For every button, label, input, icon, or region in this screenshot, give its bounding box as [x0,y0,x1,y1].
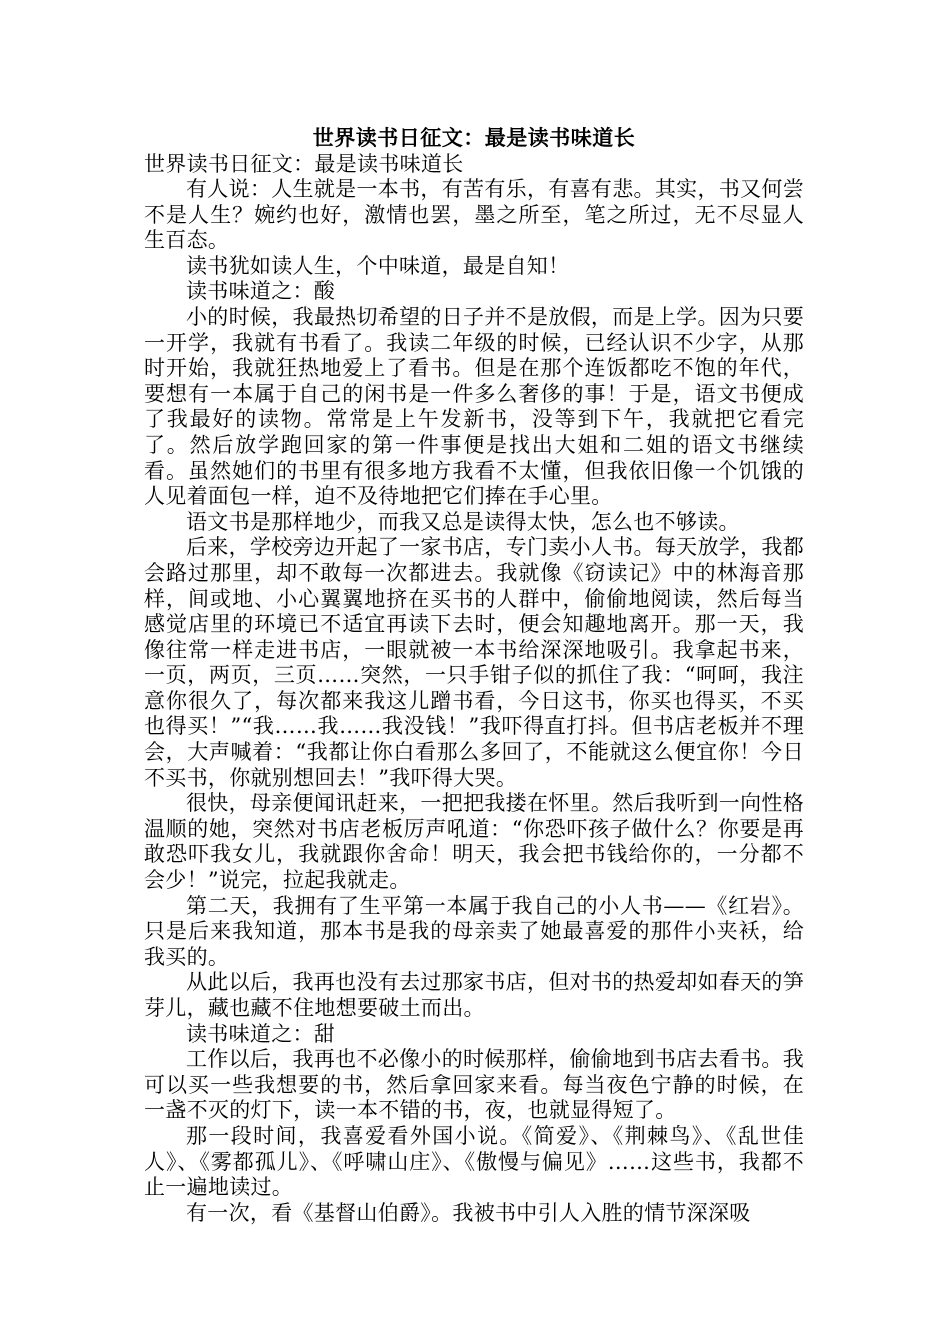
paragraph-intro: 有人说：人生就是一本书，有苦有乐，有喜有悲。其实，书又何尝不是人生？婉约也好，激情也罢，墨之所至，笔之所过，无不尽显人生百态。 [144,177,804,253]
document-page [144,125,804,1226]
section-heading-sweet: 读书味道之：甜 [186,1021,336,1046]
paragraph-monte-cristo: 有一次，看《基督山伯爵》。我被书中引人入胜的情节深深吸 [186,1200,751,1225]
paragraph-foreign-novels: 那一段时间，我喜爱看外国小说。《简爱》、《荆棘鸟》、《乱世佳人》、《雾都孤儿》、《呼啸山庄》、《傲慢与偏见》……这些书，我都不止一遍地读过。 [144,1123,804,1200]
paragraph-textbooks: 语文书是那样地少，而我又总是读得太快，怎么也不够读。 [186,509,740,534]
section-heading-sour: 读书味道之：酸 [186,279,336,304]
paragraph-reading-life: 读书犹如读人生，个中味道，最是自知！ [186,253,570,278]
paragraph-first-book: 第二天，我拥有了生平第一本属于我自己的小人书——《红岩》。只是后来我知道，那本书是我的母亲卖了她最喜爱的那件小夹袄，给我买的。 [144,893,804,969]
document-subtitle: 世界读书日征文：最是读书味道长 [144,152,464,176]
paragraph-childhood: 小的时候，我最热切希望的日子并不是放假，而是上学。因为只要一开学，我就有书看了。我读二年级的时候，已经认识不少字，从那时开始，我就狂热地爱上了看书。但是在那个连饭都吃不饱的年代，要想有一本属于自己的闲书是一件多么奢侈的事！于是，语文书便成了我最好的读物。常常是上午发新书，没等到下午，我就把它看完了。然后放学跑回家的第一件事便是找出大姐和二姐的语文书继续看。虽然她们的书里有很多地方我看不太懂，但我依旧像一个饥饿的人见着面包一样，迫不及待地把它们捧在手心里。 [144,304,804,509]
paragraph-love-of-books: 从此以后，我再也没有去过那家书店，但对书的热爱却如春天的笋芽儿，藏也藏不住地想要破土而出。 [144,970,804,1020]
paragraph-mother: 很快，母亲便闻讯赶来，一把把我搂在怀里。然后我听到一向性格温顺的她，突然对书店老板厉声吼道：“你恐吓孩子做什么？你要是再敢恐吓我女儿，我就跟你舍命！明天，我会把书钱给你的，一分都不会少！”说完，拉起我就走。 [144,791,804,893]
paragraph-bookstore: 后来，学校旁边开起了一家书店，专门卖小人书。每天放学，我都会路过那里，却不敢每一次都进去。我就像《窃读记》中的林海音那样，间或地、小心翼翼地挤在买书的人群中，偷偷地阅读，然后每当感觉店里的环境已不适宜再读下去时，便会知趣地离开。那一天，我像往常一样走进书店，一眼就被一本书给深深地吸引。我拿起书来，一页，两页，三页……突然，一只手钳子似的抓住了我：“呵呵，我注意你很久了，每次都来我这儿蹭书看，今日这书，你买也得买，不买也得买！”“我……我……我没钱！”我吓得直打抖。但书店老板并不理会，大声喊着：“我都让你白看那么多回了，不能就这么便宜你！今日不买书，你就别想回去！”我吓得大哭。 [144,535,804,790]
paragraph-after-work: 工作以后，我再也不必像小的时候那样，偷偷地到书店去看书。我可以买一些我想要的书，然后拿回家来看。每当夜色宁静的时候，在一盏不灭的灯下，读一本不错的书，夜，也就显得短了。 [144,1047,804,1123]
document-title: 世界读书日征文：最是读书味道长 [312,125,636,150]
